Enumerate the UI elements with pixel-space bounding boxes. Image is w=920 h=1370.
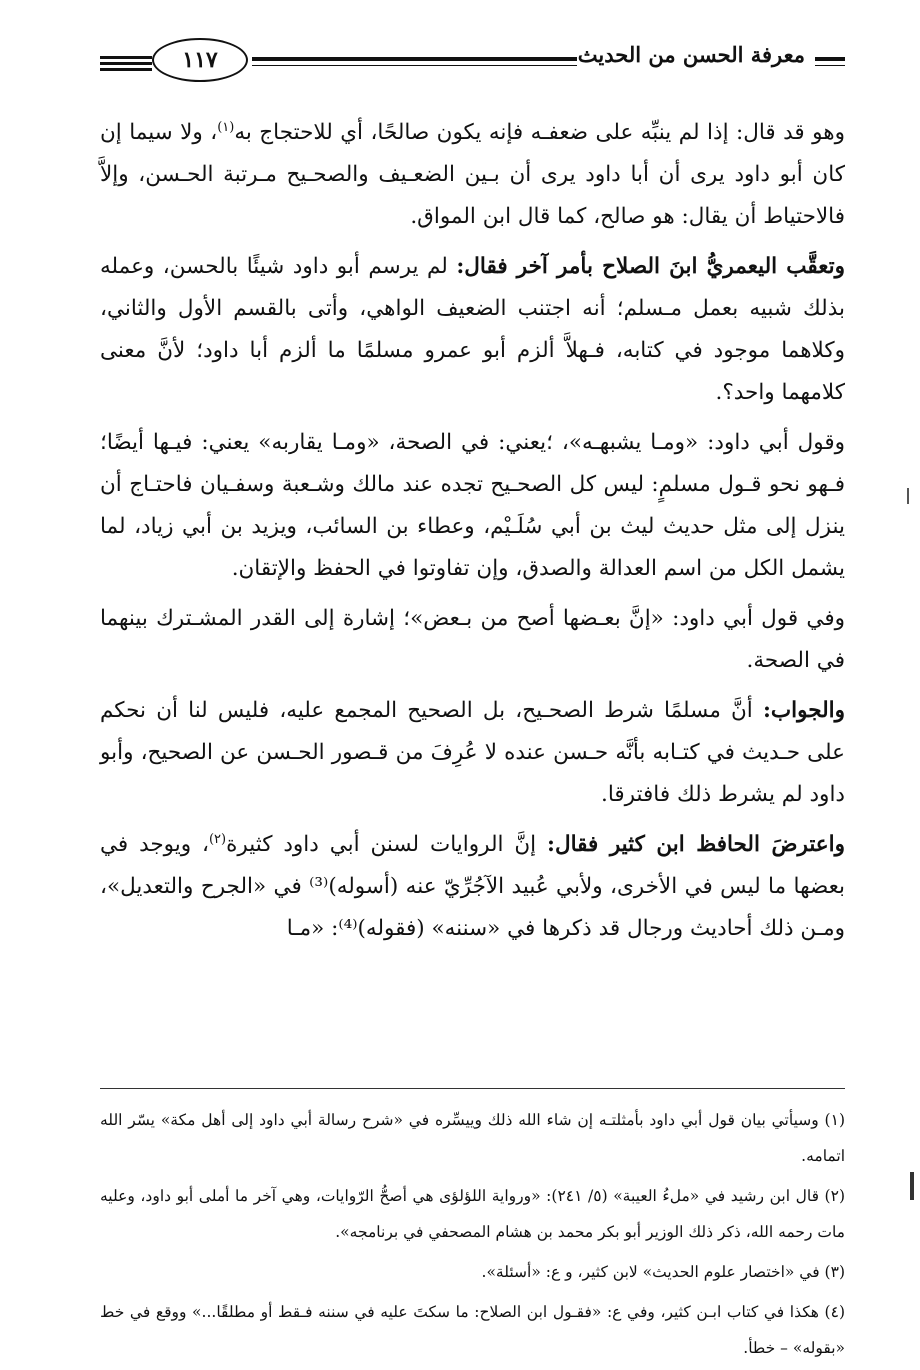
header-rule	[100, 56, 152, 59]
page-header	[100, 30, 845, 90]
footnote: (١) وسيأتي بيان قول أبي داود بأمثلتـه إن شاء الله ذلك وييسِّره في «شرح رسالة أبي داود إلى أهل مكة» يسّر الله اتمامه.	[100, 1111, 845, 1165]
footnote-ref[interactable]: (٢)	[208, 831, 227, 847]
running-title: معرفة الحسن من الحديث	[577, 42, 805, 67]
page-number-badge	[152, 38, 248, 82]
paragraph-lead: واعترضَ الحافظ ابن كثير فقال:	[547, 832, 845, 857]
footnote: (٢) قال ابن رشيد في «ملءُ العيبة» (٥/ ٢٤١): «ورواية اللؤلؤى هي أصحُّ الرّوايات، وهي آخر ما أملى أبو داود، وعليه مات رحمه الله، ذكر ذلك الوزير أبو بكر محمد بن هشام المصحفي في برنامجه».	[100, 1187, 845, 1241]
footnote: (٣) في «اختصار علوم الحديث» لابن كثير، و ع: «أسئلة».	[481, 1263, 845, 1281]
paragraph-text: وفي قول أبي داود: «إنَّ بعـضها أصح من بـعض»؛ إشارة إلى القدر المشـترك بينهما في الصحة.	[100, 606, 845, 673]
paragraph-lead: وتعقَّب اليعمريُّ ابنَ الصلاح بأمر آخر فقال:	[456, 254, 845, 279]
paragraph-text: إنَّ الروايات لسنن أبي داود كثيرة	[226, 832, 548, 857]
paragraph-text: وهو قد قال: إذا لم ينبِّه على ضعفـه فإنه يكون صالحًا، أي للاحتجاج به	[234, 120, 845, 145]
paragraph	[100, 598, 845, 682]
scan-margin-mark	[907, 488, 909, 504]
paragraph	[100, 824, 845, 950]
paragraph-text: لم يرسم أبو داود شيئًا بالحسن، وعمله بذلك شبيه بعمل مـسلم؛ أنه اجتنب الضعيف الواهي، وأتى بالقسم الأول والثاني، وكلاهما موجود في كتابه، فـهلاَّ ألزم أبو عمرو مسلمًا ما ألزم أبا داود؛ لأنَّ معنى كلامهما واحد؟.	[100, 254, 845, 405]
paragraph	[100, 690, 845, 816]
paragraph-tail: ، ولا سيما إن كان أبو داود يرى أن أبا داود يرى أن بـين الضعـيف والصحـيح مـرتبة الحـسن، وإلاَّ فالاحتياط أن يقال: هو صالح، كما قال ابن المواق.	[100, 120, 845, 229]
footnote: (٤) هكذا في كتاب ابـن كثير، وفي ع: «فقـول ابن الصلاح: ما سكتَ عليه في سننه فـقط أو مطلقًا...» ووقع في خط «بقوله» – خطأ.	[100, 1303, 845, 1357]
scan-margin-mark	[910, 1172, 914, 1200]
header-rule	[100, 62, 152, 65]
paragraph-text: أنَّ مسلمًا شرط الصحـيح، بل الصحيح المجمع عليه، فليس لنا أن نحكم على حـديث في كتـابه بأنَّه حـسن عنده لا عُرِفَ من قـصور الحـسن عن الصحيح، وأبو داود لم يشرط ذلك فافترقا.	[100, 698, 845, 807]
footnote-ref[interactable]: (١)	[217, 119, 235, 135]
header-rule	[100, 68, 152, 71]
header-rule	[252, 57, 577, 61]
header-rule	[815, 57, 845, 61]
paragraph	[100, 246, 845, 414]
header-rule	[815, 65, 845, 66]
main-text	[100, 112, 845, 958]
paragraph	[100, 112, 845, 238]
paragraph-lead: والجواب:	[762, 698, 845, 723]
page-number: ١١٧	[182, 47, 218, 73]
paragraph-tail: ، ويوجد في بعضها ما ليس في الأخرى، ولأبي عُبيد الآجُرِّيّ عنه (أسوله)⁽³⁾ في «الجرح والتعديل»، ومـن ذلك أحاديث ورجال قد ذكرها في «سننه» (فقوله)⁽⁴⁾: «مـا	[100, 832, 845, 941]
footnote-separator	[100, 1088, 845, 1089]
header-rule	[252, 65, 577, 66]
paragraph-text: وقول أبي داود: «ومـا يشبهـه»، ؛يعني: في الصحة، «ومـا يقاربه» يعني: فيـها أيضًا؛ فـهو نحو قـول مسلمٍ: ليس كل الصحـيح تجده عند مالك وشـعبة وسفـيان فاحتـاج أن ينزل إلى مثل حديث ليث بن أبي سُلَـيْم، وعطاء بن السائب، ويزيد بن أبي زياد، لما يشمل الكل من اسم العدالة والصدق، وإن تفاوتوا في الحفظ والإتقان.	[100, 430, 845, 581]
paragraph	[100, 422, 845, 590]
footnotes	[100, 1102, 845, 1370]
